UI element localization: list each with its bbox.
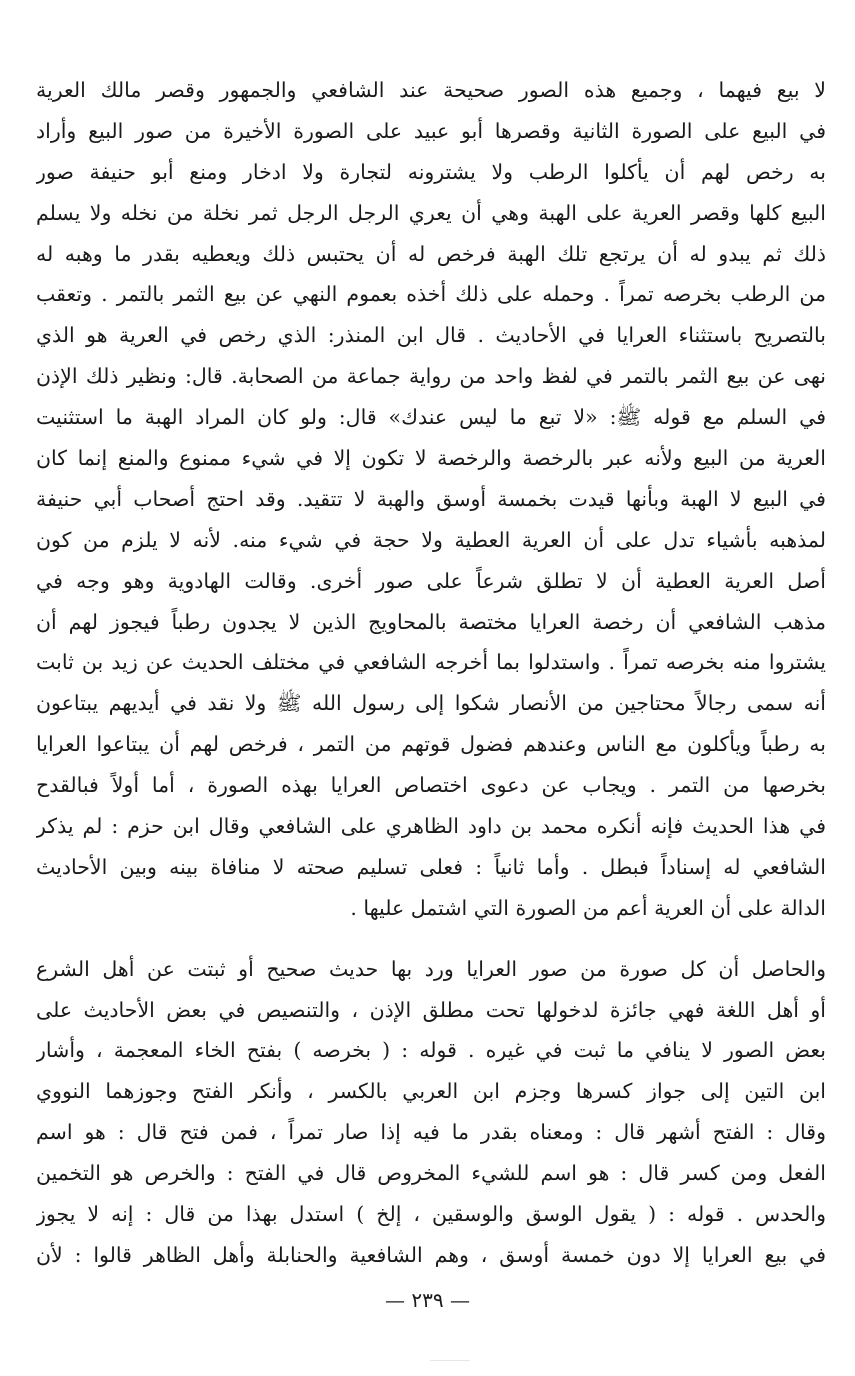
scan-mark bbox=[430, 1360, 470, 1361]
text-line: به رطباً ويأكلون مع الناس وعندهم فضول قوتهم من التمر ، فرخص لهم أن يبتاعوا العرايا bbox=[36, 732, 826, 757]
text-line: أصل العرية العطية أن لا تطلق شرعاً على صور أخرى. وقالت الهادوية وهو وجه في bbox=[36, 568, 826, 593]
text-line: الفعل ومن كسر قال : هو اسم للشيء المخروص قال في الفتح : والخرص هو التخمين bbox=[36, 1161, 826, 1186]
paragraph-1 bbox=[36, 70, 826, 929]
text-line: في بيع العرايا إلا دون خمسة أوسق ، وهم الشافعية والحنابلة وأهل الظاهر قالوا : لأن bbox=[36, 1242, 826, 1267]
paragraph-2 bbox=[36, 949, 826, 1276]
text-line: لا بيع فيهما ، وجميع هذه الصور صحيحة عند الشافعي والجمهور وقصر مالك العرية bbox=[36, 78, 826, 102]
page-body bbox=[36, 70, 826, 1276]
text-line: أنه سمى رجالاً محتاجين من الأنصار شكوا إلى رسول الله ﷺ ولا نقد في أيديهم يبتاعون bbox=[36, 691, 826, 716]
text-line: ابن التين إلى جواز كسرها وجزم ابن العربي بالكسر ، وأنكر الفتح وجوزهما النووي bbox=[36, 1079, 826, 1104]
page-number: — ٢٣٩ — bbox=[385, 1288, 470, 1312]
text-line: في البيع لا الهبة وبأنها قيدت بخمسة أوسق والهبة لا تتقيد. وقد احتج أصحاب أبي حنيفة bbox=[36, 486, 826, 511]
text-line: في هذا الحديث فإنه أنكره محمد بن داود الظاهري على الشافعي وقال ابن حزم : لم يذكر bbox=[36, 814, 826, 839]
text-line: به رخص لهم أن يأكلوا الرطب ولا يشترونه لتجارة ولا ادخار ومنع أبو حنيفة صور bbox=[36, 159, 826, 184]
text-line: من الرطب بخرصه تمراً . وحمله على ذلك أخذه بعموم النهي عن بيع الثمر بالتمر . وتعقب bbox=[36, 282, 826, 307]
text-line: بعض الصور لا ينافي ما ثبت في غيره . قوله : ( بخرصه ) بفتح الخاء المعجمة ، وأشار bbox=[36, 1038, 826, 1063]
text-line: الدالة على أن العرية أعم من الصورة التي اشتمل عليها . bbox=[350, 895, 826, 920]
text-line: أو أهل اللغة فهي جائزة لدخولها تحت مطلق الإذن ، والتنصيص في بعض الأحاديث على bbox=[36, 997, 826, 1022]
text-line: بالتصريح باستثناء العرايا في الأحاديث . قال ابن المنذر: الذي رخص في العرية هو الذي bbox=[36, 323, 826, 348]
text-line: البيع كلها وقصر العرية على الهبة وهي أن يعري الرجل الرجل ثمر نخلة من نخله ولا يسلم bbox=[36, 200, 826, 225]
text-line: في البيع على الصورة الثانية وقصرها أبو عبيد على الصورة الأخيرة من صور البيع وأراد bbox=[36, 118, 826, 143]
text-line: مذهب الشافعي أن رخصة العرايا مختصة بالمحاويج الذين لا يجدون رطباً فيجوز لهم أن bbox=[36, 609, 826, 634]
text-line: بخرصها من التمر . ويجاب عن دعوى اختصاص العرايا بهذه الصورة ، أما أولاً فبالقدح bbox=[36, 773, 826, 798]
text-line: ذلك ثم يبدو له أن يرتجع تلك الهبة فرخص له أن يحتبس ذلك ويعطيه بقدر ما وهبه له bbox=[36, 241, 826, 266]
text-line: العرية من البيع ولأنه عبر بالرخصة والرخصة لا تكون إلا في شيء ممنوع والمنع إنما كان bbox=[36, 446, 826, 471]
text-line: والحدس . قوله : ( يقول الوسق والوسقين ، إلخ ) استدل بهذا من قال : إنه لا يجوز bbox=[36, 1202, 826, 1227]
paragraph-gap bbox=[36, 929, 826, 949]
text-line: لمذهبه بأشياء تدل على أن العرية العطية ولا حجة في شيء منه. لأنه لا يلزم من كون bbox=[36, 527, 826, 552]
text-line: الشافعي له إسناداً فبطل . وأما ثانياً : فعلى تسليم صحته لا منافاة بينه وبين الأحاديث bbox=[36, 854, 826, 879]
text-line: وقال : الفتح أشهر قال : ومعناه بقدر ما فيه إذا صار تمراً ، فمن فتح قال : هو اسم bbox=[36, 1120, 826, 1145]
text-line: في السلم مع قوله ﷺ: «لا تبع ما ليس عندك» قال: ولو كان المراد الهبة ما استثنيت bbox=[36, 405, 826, 430]
text-line: نهى عن بيع الثمر بالتمر في لفظ واحد من رواية جماعة من الصحابة. قال: ونظير ذلك الإذن bbox=[36, 364, 826, 389]
text-line: والحاصل أن كل صورة من صور العرايا ورد بها حديث صحيح أو ثبتت عن أهل الشرع bbox=[36, 956, 826, 981]
text-line: يشتروا منه بخرصه تمراً . واستدلوا بما أخرجه الشافعي في مختلف الحديث عن زيد بن ثابت bbox=[36, 650, 826, 675]
